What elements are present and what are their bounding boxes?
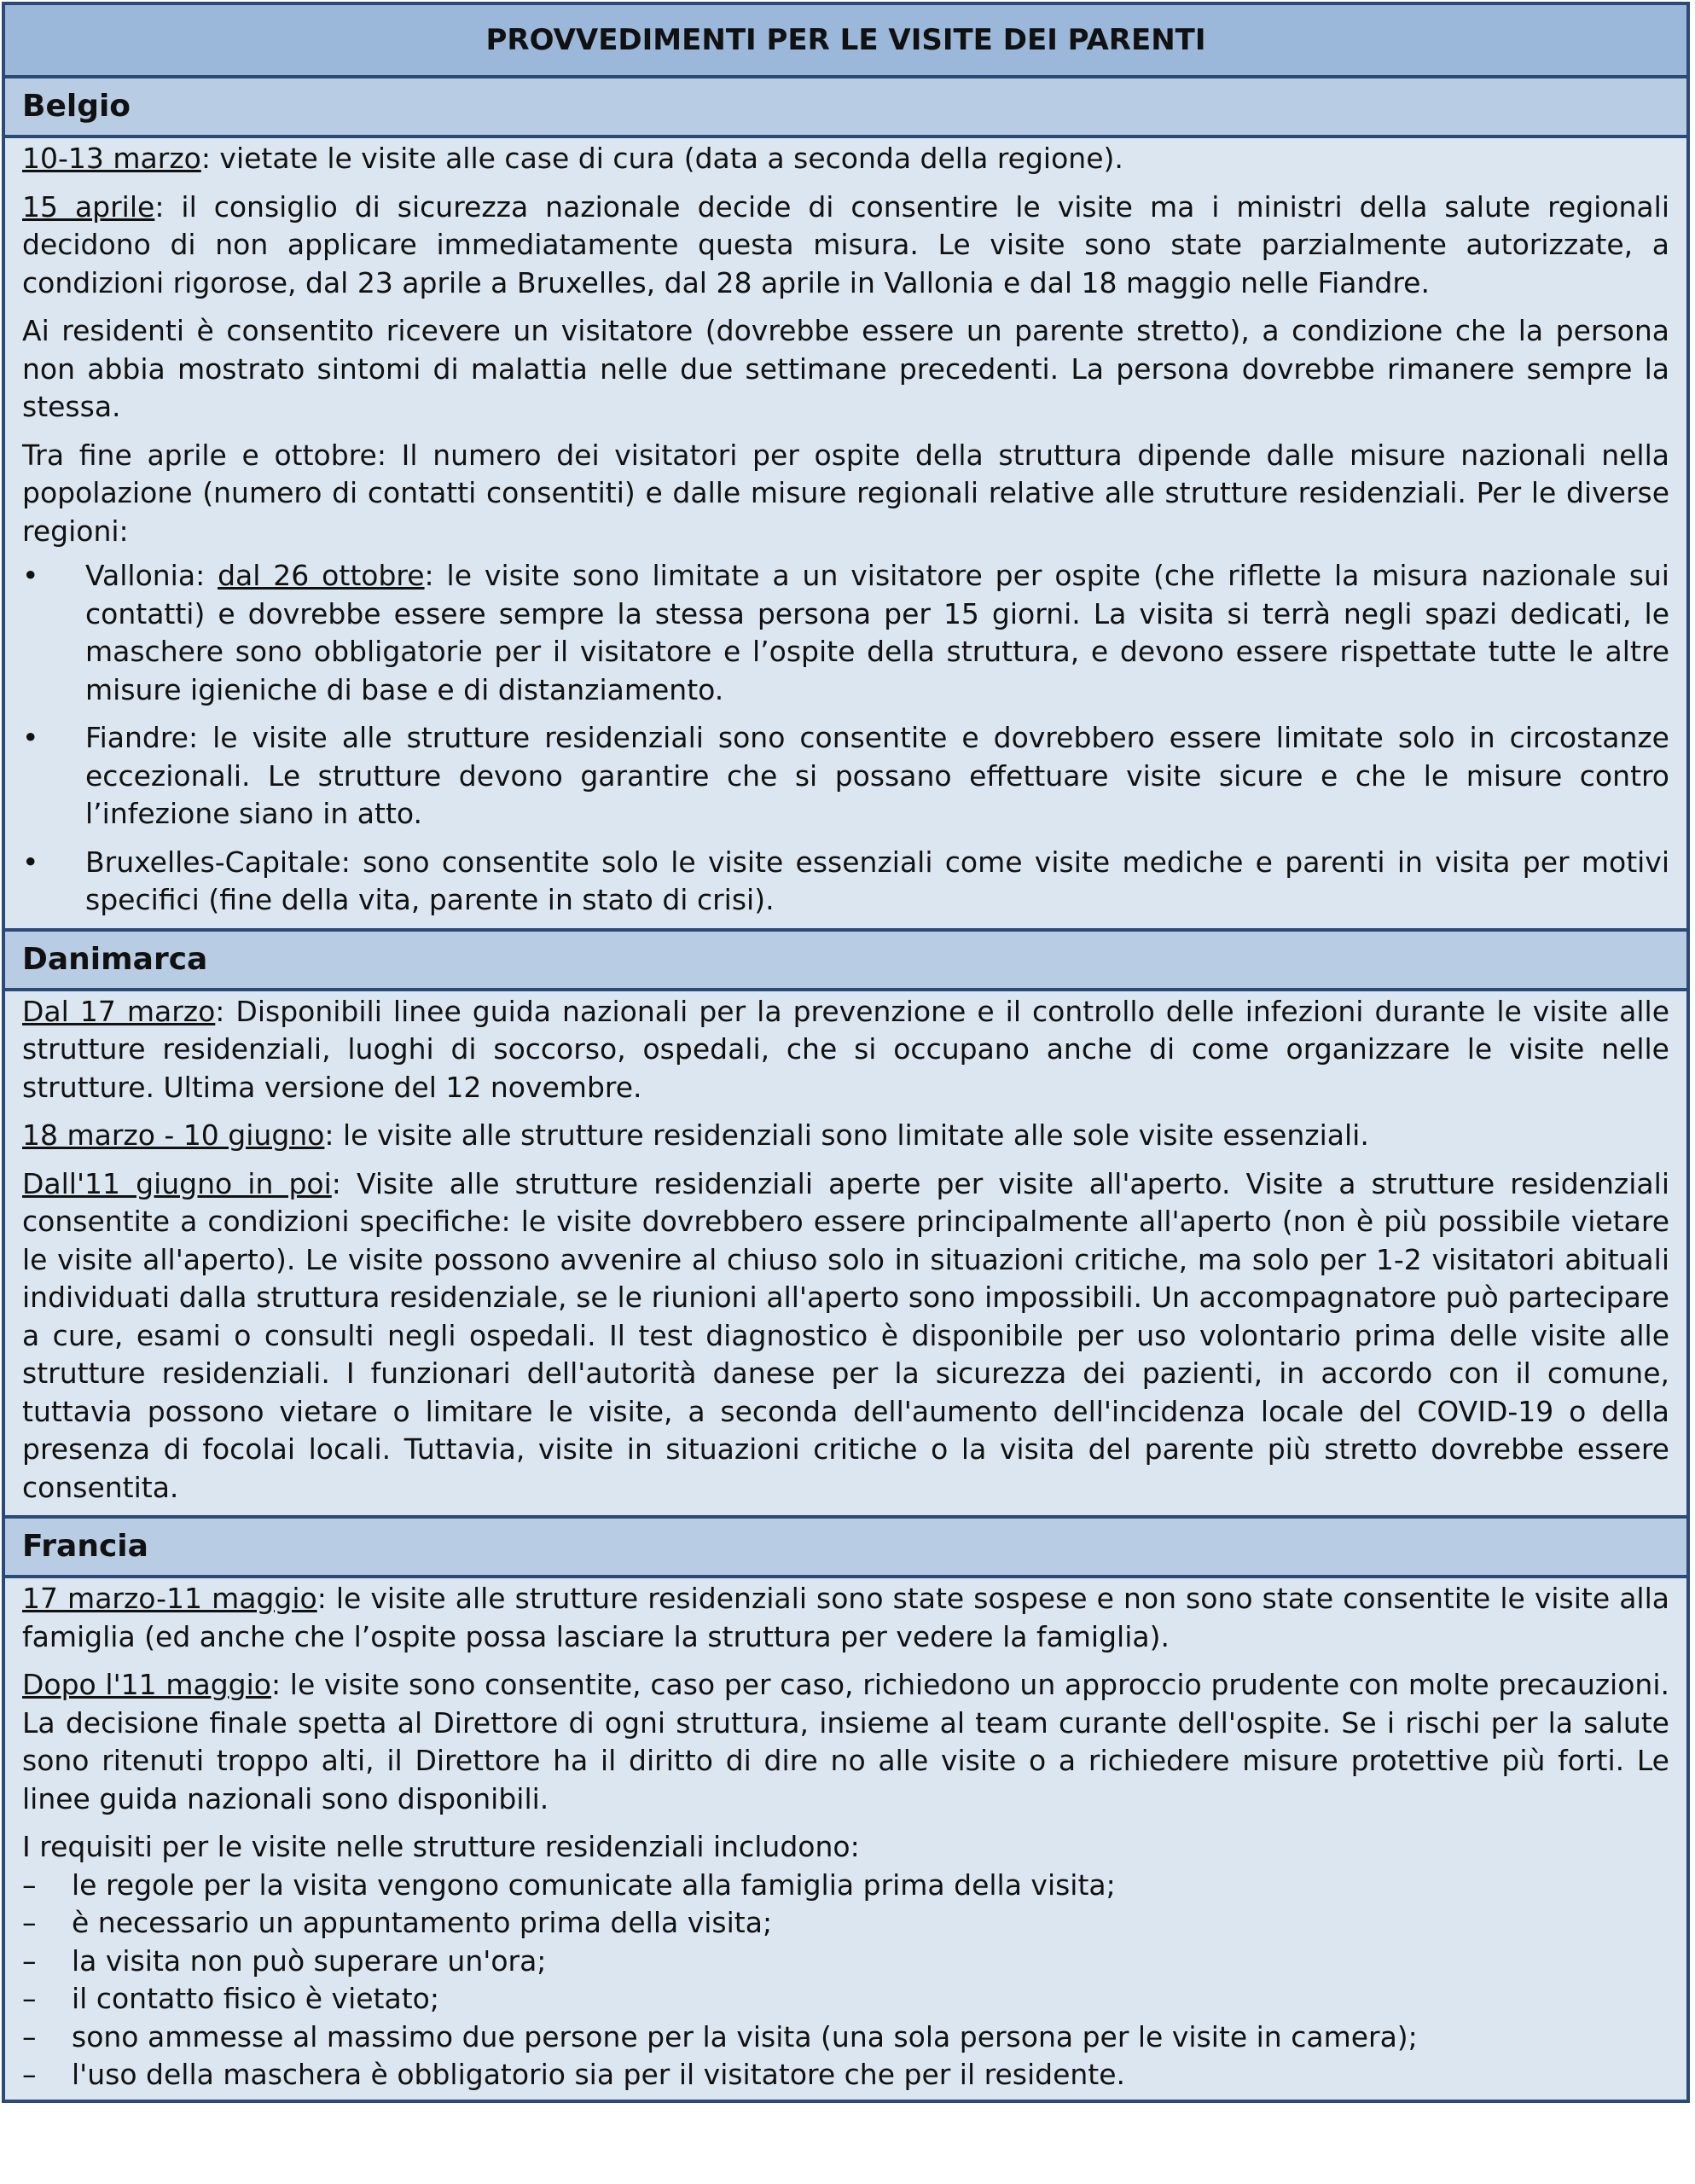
list-item: [22, 1904, 1669, 1943]
list-item: [22, 844, 1669, 920]
item-text: le regole per la visita vengono comunicate alla famiglia prima della visita;: [72, 1867, 1116, 1902]
paragraph: [22, 1165, 1669, 1507]
date-label: Dall'11 giugno in poi: [22, 1166, 332, 1200]
dash-icon: –: [22, 1943, 37, 1978]
list-item: [22, 1943, 1669, 1981]
list-item: [22, 1867, 1669, 1905]
paragraph: [22, 993, 1669, 1107]
paragraph: [22, 1666, 1669, 1818]
paragraph-text: : il consiglio di sicurezza nazionale decide di consentire le visite ma i ministri della salute regionali decidono di non applicare immediatamente questa misura. Le visite sono state parzialmente autorizzate, a condizioni rigorose, dal 23 aprile a Bruxelles, dal 28 aprile in Vallonia e dal 18 maggio nelle Fiandre.: [22, 189, 1669, 299]
paragraph-text: : le visite sono consentite, caso per caso, richiedono un approccio prudente con molte precauzioni. La decisione finale spetta al Direttore di ogni struttura, insieme al team curante dell'ospite. Se i rischi per la salute sono ritenuti troppo alti, il Direttore ha il diritto di dire no alle visite o a richiedere misure protettive più forti. Le linee guida nazionali sono disponibili.: [22, 1668, 1669, 1815]
section-body-francia: [5, 1578, 1686, 2100]
measures-table: [2, 2, 1690, 2103]
paragraph: [22, 1580, 1669, 1656]
requirements-list: [22, 1867, 1669, 2094]
section-body-danimarca: [5, 991, 1686, 1519]
bullet-icon: •: [22, 721, 39, 754]
paragraph: Tra fine aprile e ottobre: Il numero dei visitatori per ospite della struttura dipende dalle misure nazionali nella popolazione (numero di contatti consentiti) e dalle misure regionali relative alle strutture residenziali. Per le diverse regioni:: [22, 438, 1669, 548]
bullet-icon: •: [22, 845, 39, 879]
bullet-icon: •: [22, 559, 39, 592]
date-label: 15 aprile: [22, 189, 155, 224]
list-item: [22, 2018, 1669, 2057]
list-item: [22, 1980, 1669, 2018]
paragraph-text: : vietate le visite alle case di cura (data a seconda della regione).: [200, 142, 1123, 175]
section-body-belgio: [5, 138, 1686, 932]
item-text: il contatto fisico è vietato;: [72, 1982, 439, 2015]
section-heading-francia: Francia: [5, 1519, 1686, 1578]
paragraph-text: : Visite alle strutture residenziali aperte per visite all'aperto. Visite a strutture residenziali consentite a condizioni specifiche: le visite dovrebbero essere principalmente all'aperto (non è più possibile vietare le visite all'aperto). Le visite possono avvenire al chiuso solo in situazioni critiche, ma solo per 1-2 visitatori abituali individuati dalla struttura residenziale, se le riunioni all'aperto sono impossibili. Un accompagnatore può partecipare a cure, esami o consulti negli ospedali. Il test diagnostico è disponibile per uso volontario prima delle visite alle strutture residenziali. I funzionari dell'autorità danese per la sicurezza dei pazienti, in accordo con il comune, tuttavia possono vietare o limitare le visite, a seconda dell'aumento dell'incidenza locale del COVID-19 o della presenza di focolai locali. Tuttavia, visite in situazioni critiche o la visita del parente più stretto dovrebbe essere consentita.: [22, 1166, 1669, 1504]
item-text: è necessario un appuntamento prima della visita;: [72, 1906, 773, 1939]
date-label: 18 marzo - 10 giugno: [22, 1118, 325, 1152]
list-item: [22, 719, 1669, 834]
region-list: [22, 557, 1669, 920]
section-heading-belgio: Belgio: [5, 78, 1686, 138]
paragraph-text: : le visite alle strutture residenziali sono limitate alle sole visite essenziali.: [324, 1118, 1369, 1152]
paragraph: [22, 189, 1669, 303]
dash-icon: –: [22, 1982, 37, 2015]
paragraph: [22, 1117, 1669, 1155]
dash-icon: –: [22, 2058, 37, 2091]
item-text: la visita non può superare un'ora;: [72, 1943, 547, 1978]
item-text: Fiandre: le visite alle strutture residenziali sono consentite e dovrebbero essere limitate solo in circostanze eccezionali. Le strutture devono garantire che si possano effettuare visite sicure e che le misure contro l’infezione siano in atto.: [85, 721, 1669, 830]
item-text: l'uso della maschera è obbligatorio sia per il visitatore che per il residente.: [72, 2058, 1126, 2091]
dash-icon: –: [22, 1906, 37, 1939]
table-title: PROVVEDIMENTI PER LE VISITE DEI PARENTI: [5, 5, 1686, 78]
dash-icon: –: [22, 1867, 37, 1902]
date-label: Dal 17 marzo: [22, 994, 216, 1028]
list-intro: I requisiti per le visite nelle strutture residenziali includono:: [22, 1830, 860, 1863]
item-prefix: Vallonia:: [85, 559, 218, 592]
paragraph: Ai residenti è consentito ricevere un visitatore (dovrebbe essere un parente stretto), a condizione che la persona non abbia mostrato sintomi di malattia nelle due settimane precedenti. La persona dovrebbe rimanere sempre la stessa.: [22, 314, 1669, 423]
date-label: 17 marzo-11 maggio: [22, 1582, 317, 1615]
paragraph: [22, 140, 1669, 178]
paragraph-text: : le visite alle strutture residenziali sono state sospese e non sono state consentite le visite alla famiglia (ed anche che l’ospite possa lasciare la struttura per vedere la famiglia).: [22, 1582, 1669, 1653]
list-item: [22, 557, 1669, 709]
date-label: 10-13 marzo: [22, 142, 201, 175]
item-text: sono ammesse al massimo due persone per la visita (una sola persona per le visite in camera);: [72, 2019, 1418, 2053]
paragraph-text: : Disponibili linee guida nazionali per la prevenzione e il controllo delle infezioni durante le visite alle strutture residenziali, luoghi di soccorso, ospedali, che si occupano anche di come organizzare le visite nelle strutture. Ultima versione del 12 novembre.: [22, 994, 1669, 1104]
date-label: Dopo l'11 maggio: [22, 1668, 271, 1701]
list-item: [22, 2056, 1669, 2094]
section-heading-danimarca: Danimarca: [5, 932, 1686, 991]
item-text: : le visite sono limitate a un visitatore per ospite (che riflette la misura nazionale sui contatti) e dovrebbe essere sempre la stessa persona per 15 giorni. La visita si terrà negli spazi dedicati, le maschere sono obbligatorie per il visitatore e l’ospite della struttura, e devono essere rispettate tutte le altre misure igieniche di base e di distanziamento.: [85, 559, 1669, 706]
item-text: Bruxelles-Capitale: sono consentite solo le visite essenziali come visite mediche e parenti in visita per motivi specifici (fine della vita, parente in stato di crisi).: [85, 845, 1669, 916]
date-label: dal 26 ottobre: [218, 559, 425, 592]
dash-icon: –: [22, 2019, 37, 2053]
